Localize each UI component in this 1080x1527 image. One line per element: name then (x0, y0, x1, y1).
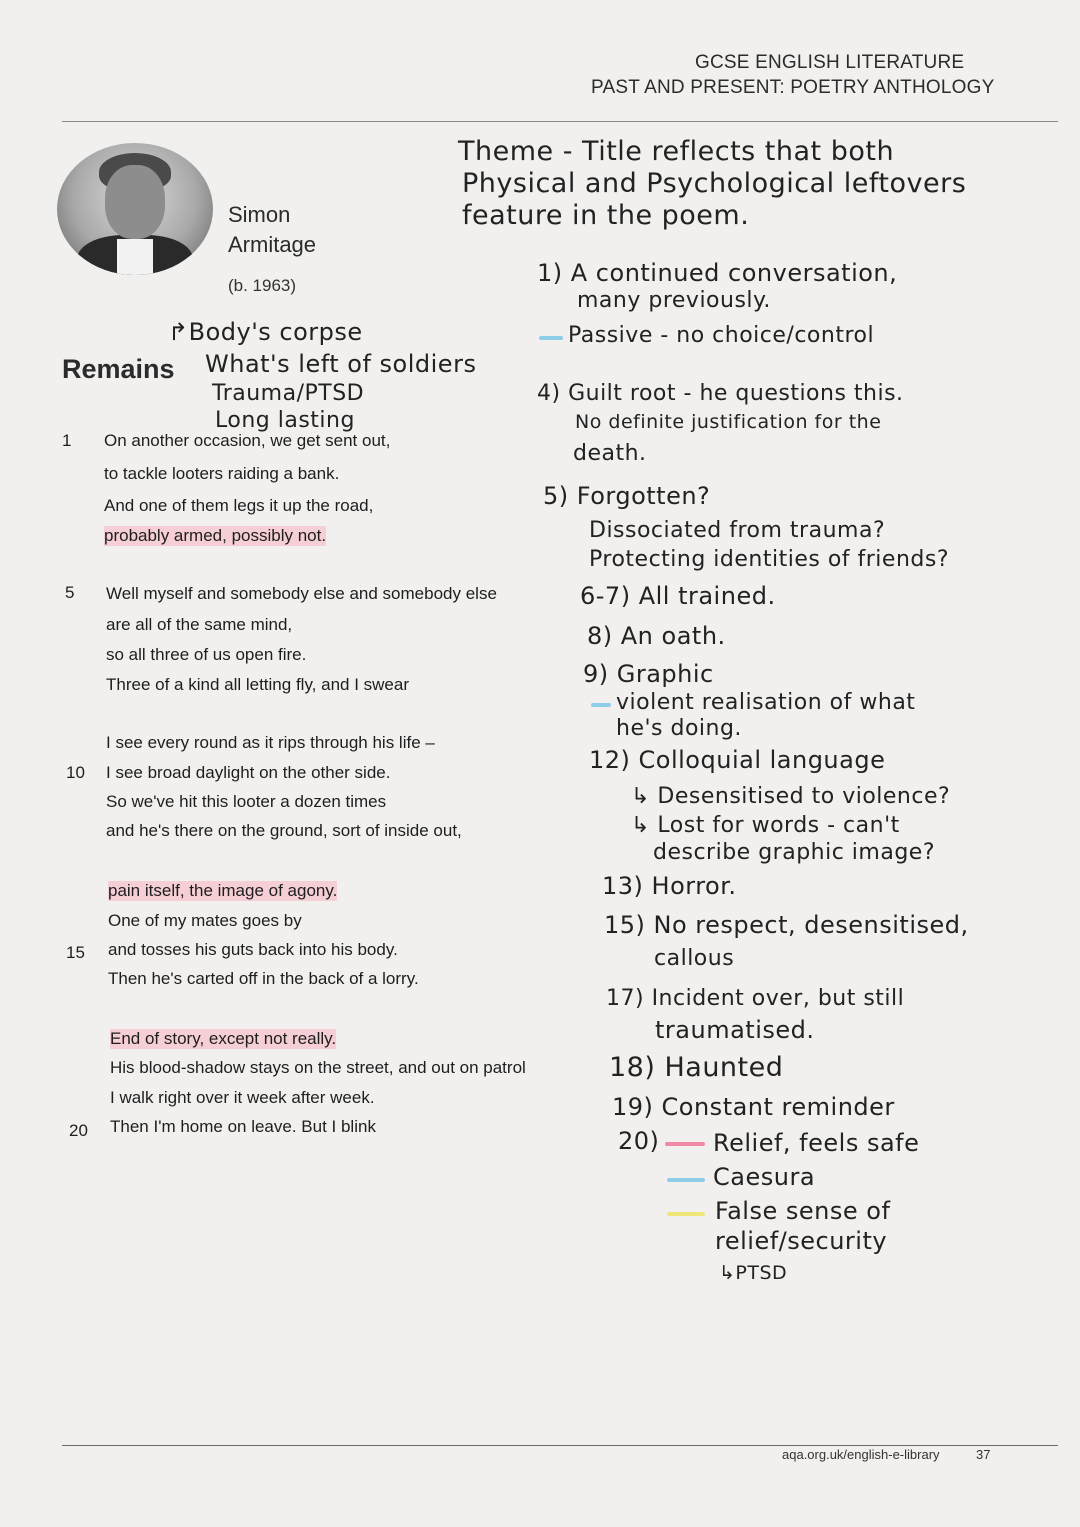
poem-line-4: probably armed, possibly not. (104, 526, 327, 545)
note-4-a: 4) Guilt root - he questions this. (537, 381, 904, 406)
note-5-b: Dissociated from trauma? (589, 518, 886, 543)
note-19: 19) Constant reminder (612, 1093, 895, 1121)
title-note-long-lasting: Long lasting (215, 408, 355, 433)
note-15-a: 15) No respect, desensitised, (604, 911, 969, 939)
note-12-a: 12) Colloquial language (589, 746, 886, 774)
note-4-c: death. (573, 441, 647, 466)
poem-line-14: One of my mates goes by (108, 911, 302, 930)
line-number-5: 5 (65, 583, 75, 602)
title-note-leftovers: What's left of soldiers (205, 350, 477, 378)
note-20-relief-security: relief/security (715, 1227, 888, 1255)
title-note-trauma: Trauma/PTSD (212, 381, 365, 406)
note-12-c: ↳ Lost for words - can't (631, 813, 900, 838)
author-portrait (57, 143, 213, 275)
note-9-a: 9) Graphic (583, 660, 714, 688)
theme-note-line-3: feature in the poem. (462, 200, 750, 231)
note-1-b: many previously. (577, 288, 771, 313)
note-20-caesura: Caesura (713, 1163, 816, 1191)
note-9-c: he's doing. (616, 716, 742, 741)
note-12-b: ↳ Desensitised to violence? (631, 784, 951, 809)
yellow-pen-mark (667, 1212, 705, 1216)
author-first-name: Simon (228, 202, 291, 227)
page-number: 37 (976, 1447, 991, 1462)
line-number-10: 10 (66, 763, 85, 782)
note-8: 8) An oath. (587, 622, 726, 650)
note-17-a: 17) Incident over, but still (606, 986, 905, 1011)
note-18: 18) Haunted (609, 1052, 784, 1083)
poem-line-11: So we've hit this looter a dozen times (106, 792, 387, 811)
poem-line-10: I see broad daylight on the other side. (106, 763, 391, 782)
note-9-b: violent realisation of what (616, 690, 916, 715)
poem-line-19: I walk right over it week after week. (110, 1088, 375, 1107)
blue-pen-mark (539, 336, 563, 340)
line-number-1: 1 (62, 431, 72, 450)
poem-line-6: are all of the same mind, (106, 615, 293, 634)
blue-pen-mark (667, 1178, 705, 1182)
note-5-c: Protecting identities of friends? (589, 547, 950, 572)
poem-line-3: And one of them legs it up the road, (104, 496, 374, 515)
poem-line-16: Then he's carted off in the back of a lorry. (108, 969, 419, 988)
header-line-1: GCSE ENGLISH LITERATURE (695, 52, 965, 73)
poem-line-5: Well myself and somebody else and somebody else (106, 584, 497, 603)
theme-note-line-1: Theme - Title reflects that both (458, 136, 895, 167)
note-17-b: traumatised. (655, 1016, 815, 1044)
note-20-label: 20) (618, 1127, 660, 1155)
poem-line-8: Three of a kind all letting fly, and I swear (106, 675, 410, 694)
note-20-false-sense: False sense of (715, 1197, 891, 1225)
note-15-b: callous (654, 946, 735, 971)
blue-pen-mark (591, 703, 611, 707)
pink-pen-mark (665, 1142, 705, 1146)
poem-line-2: to tackle looters raiding a bank. (104, 464, 340, 483)
poem-line-1: On another occasion, we get sent out, (104, 431, 391, 450)
note-20-ptsd: ↳PTSD (719, 1262, 788, 1284)
theme-note-line-2: Physical and Psychological leftovers (462, 168, 967, 199)
poem-line-9: I see every round as it rips through his life – (106, 733, 435, 752)
poem-line-18: His blood-shadow stays on the street, and out on patrol (110, 1058, 526, 1077)
poem-line-13: pain itself, the image of agony. (108, 881, 338, 900)
line-number-20: 20 (69, 1121, 88, 1140)
note-1-a: 1) A continued conversation, (537, 259, 898, 287)
poem-line-17: End of story, except not really. (110, 1029, 337, 1048)
footer-rule (62, 1445, 1058, 1446)
note-12-d: describe graphic image? (653, 840, 936, 865)
poem-line-15: and tosses his guts back into his body. (108, 940, 398, 959)
header-rule (62, 121, 1058, 122)
poem-line-12: and he's there on the ground, sort of inside out, (106, 821, 462, 840)
author-dates: (b. 1963) (228, 276, 297, 295)
author-last-name: Armitage (228, 232, 317, 257)
note-20-relief: Relief, feels safe (713, 1129, 920, 1157)
note-6-7: 6-7) All trained. (580, 582, 776, 610)
title-note-corpse: ↱Body's corpse (168, 318, 363, 346)
poem-line-20: Then I'm home on leave. But I blink (110, 1117, 376, 1136)
footer-url: aqa.org.uk/english-e-library (782, 1447, 940, 1462)
note-1-c: Passive - no choice/control (568, 323, 875, 348)
note-13: 13) Horror. (602, 872, 737, 900)
note-4-b: No definite justification for the (575, 411, 882, 433)
line-number-15: 15 (66, 943, 85, 962)
poem-title: Remains (62, 354, 175, 384)
header-line-2: PAST AND PRESENT: POETRY ANTHOLOGY (591, 77, 995, 98)
poem-line-7: so all three of us open fire. (106, 645, 307, 664)
note-5-a: 5) Forgotten? (543, 482, 711, 510)
